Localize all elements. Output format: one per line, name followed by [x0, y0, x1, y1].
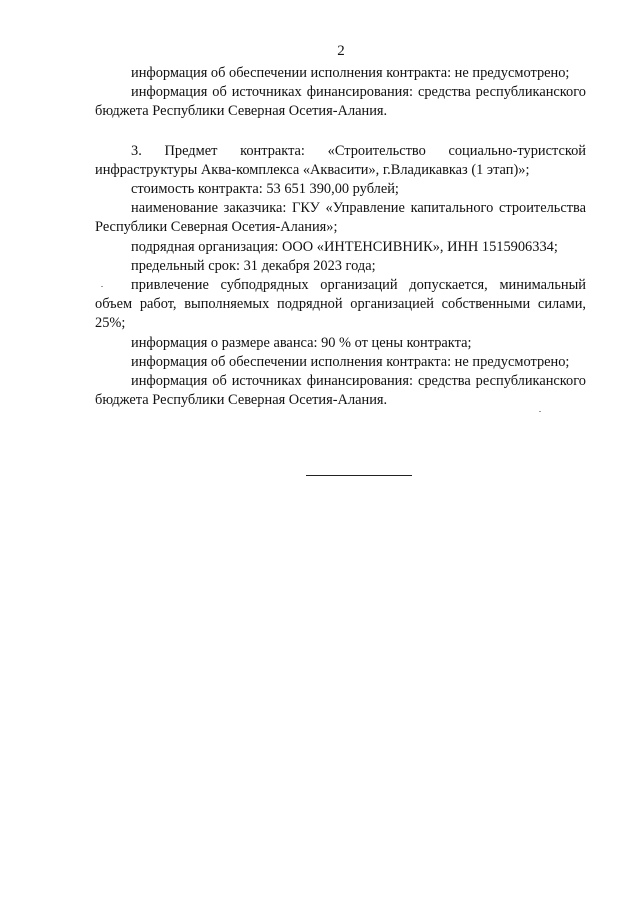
- paragraph-contractor: подрядная организация: ООО «ИНТЕНСИВНИК», ИНН 1515906334;: [131, 238, 558, 255]
- page-number: 2: [337, 43, 345, 59]
- paragraph-customer-name: наименование заказчика: ГКУ «Управление капитального строительства Республики Северная Осетия-Алания»;: [95, 200, 586, 236]
- paragraph-subcontractors: привлечение субподрядных организаций допускается, минимальный объем работ, выполняемых подрядной организацией собственными силами, 25%;: [95, 277, 586, 332]
- document-body: [95, 64, 586, 410]
- paragraph-funding-source: информация об источниках финансирования: средства республиканского бюджета Республики Северная Осетия-Алания.: [95, 84, 586, 120]
- paragraph-contract-cost: стоимость контракта: 53 651 390,00 рублей;: [131, 181, 399, 198]
- paragraph-deadline: предельный срок: 31 декабря 2023 года;: [131, 257, 376, 274]
- paragraph-funding-source-2: информация об источниках финансирования: средства республиканского бюджета Республики Северная Осетия-Алания.: [95, 373, 586, 409]
- scan-speck: [101, 286, 103, 287]
- paragraph-contract-subject: 3. Предмет контракта: «Строительство социально-туристской инфраструктуры Аква-комплекса «Аквасити», г.Владикавказ (1 этап)»;: [95, 142, 586, 178]
- paragraph-contract-security-2: информация об обеспечении исполнения контракта: не предусмотрено;: [131, 353, 570, 370]
- closing-rule: [306, 475, 412, 476]
- paragraph-advance-payment: информация о размере аванса: 90 % от цены контракта;: [131, 334, 472, 351]
- scan-speck: [539, 411, 541, 412]
- paragraph-contract-security: информация об обеспечении исполнения контракта: не предусмотрено;: [131, 65, 570, 81]
